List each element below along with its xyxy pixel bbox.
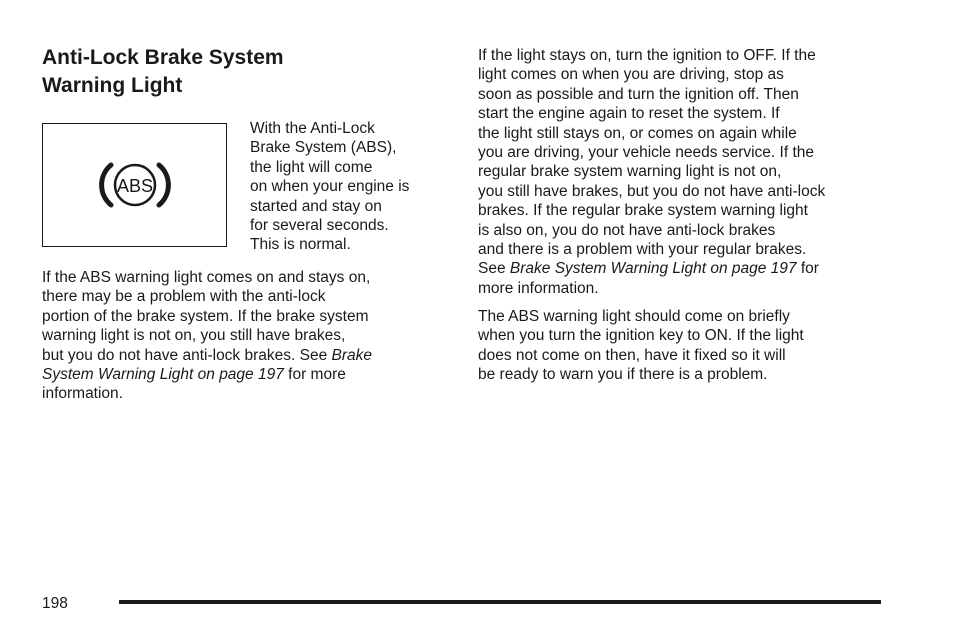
text-line: regular brake system warning light is not on, [478,163,782,181]
abs-warning-icon-box [42,123,227,247]
page-number: 198 [42,595,68,612]
text-line: more information. [478,279,599,297]
text-line: started and stay on [250,197,382,215]
text-line: is also on, you do not have anti-lock brakes [478,221,776,239]
text-line: information. [42,385,123,403]
footer-divider [119,600,881,604]
text-segment: but you do not have anti-lock brakes. See [42,346,332,364]
text-segment: See [478,260,510,278]
text-line: and there is a problem with your regular brakes. [478,241,807,259]
text-line: portion of the brake system. If the brake system [42,307,369,325]
cross-reference-link[interactable]: System Warning Light on page 197 [42,366,284,384]
abs-light-stays-on-paragraph [42,268,442,404]
cross-reference-link[interactable]: Brake System Warning Light on page 197 [509,260,797,278]
abs-warning-icon [95,155,175,215]
text-line: for several seconds. [250,217,389,235]
icon-description-paragraph [250,119,450,255]
text-line: you are driving, your vehicle needs service. If the [478,144,815,162]
text-line: there may be a problem with the anti-lock [42,288,326,306]
text-segment: for more [283,366,346,384]
heading-line-1: Anti-Lock Brake System [42,46,284,69]
bulb-check-paragraph [478,307,898,385]
text-line: brakes. If the regular brake system warning light [478,202,808,220]
text-line: This is normal. [250,236,351,254]
text-line: start the engine again to reset the system. If [478,105,780,123]
text-line: you still have brakes, but you do not have anti-lock [478,182,826,200]
section-heading [42,44,442,100]
text-line: The ABS warning light should come on briefly [478,308,790,325]
text-line [42,365,442,384]
text-line: be ready to warn you if there is a problem. [478,366,768,384]
text-line: Brake System (ABS), [250,139,397,157]
text-segment: for [796,260,819,278]
text-line: the light will come [250,158,373,176]
text-line: does not come on then, have it fixed so it will [478,346,786,364]
cross-reference-link[interactable]: Brake [331,346,373,364]
text-line: light comes on when you are driving, stop as [478,66,784,84]
text-line: If the ABS warning light comes on and stays on, [42,269,371,286]
text-line: on when your engine is [250,178,410,196]
text-line: soon as possible and turn the ignition off. Then [478,85,799,103]
text-line [42,346,442,365]
text-line [478,259,898,278]
text-line: warning light is not on, you still have brakes, [42,327,346,345]
text-line: when you turn the ignition key to ON. If the light [478,327,804,345]
heading-line-2: Warning Light [42,74,183,97]
text-line: If the light stays on, turn the ignition to OFF. If the [478,47,816,64]
abs-icon-label: ABS [116,176,153,196]
light-stays-on-instructions-paragraph [478,46,898,298]
text-line: the light still stays on, or comes on again while [478,124,797,142]
text-line: With the Anti-Lock [250,120,375,137]
